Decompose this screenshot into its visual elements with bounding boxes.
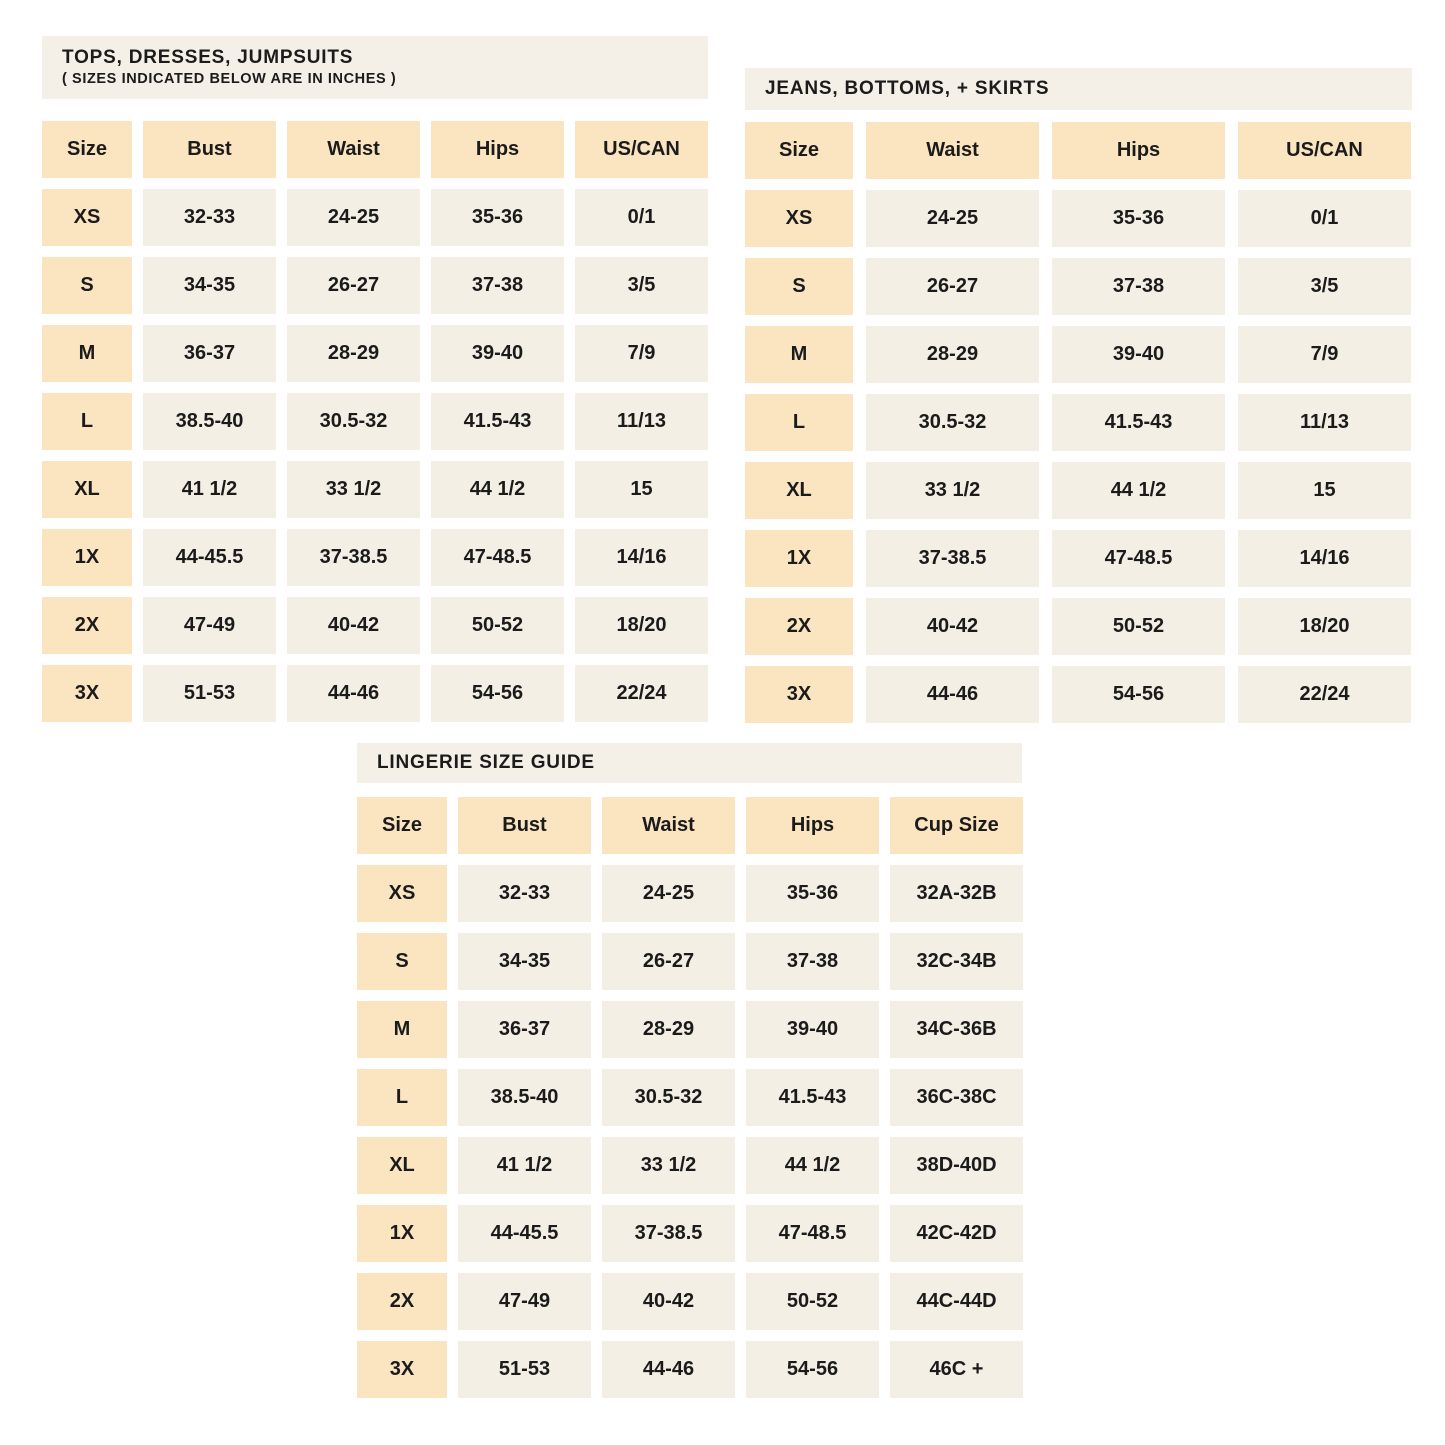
data-cell: 54-56 [1052,666,1225,723]
data-cell: 37-38 [1052,258,1225,315]
header-cell: Bust [458,797,591,854]
data-cell: 35-36 [746,865,879,922]
data-cell: 14/16 [575,529,708,586]
size-cell: 3X [42,665,132,722]
data-cell: 34-35 [143,257,276,314]
size-cell: L [745,394,853,451]
header-cell: Bust [143,121,276,178]
size-cell: XS [357,865,447,922]
table-title: TOPS, DRESSES, JUMPSUITS [62,47,354,69]
data-cell: 22/24 [575,665,708,722]
size-cell: 2X [42,597,132,654]
data-cell: 50-52 [431,597,564,654]
data-cell: 7/9 [575,325,708,382]
data-cell: 39-40 [431,325,564,382]
data-cell: 26-27 [866,258,1039,315]
tops-dresses-jumpsuits-table [42,36,708,722]
header-cell: Size [357,797,447,854]
data-cell: 24-25 [866,190,1039,247]
size-cell: L [357,1069,447,1126]
data-cell: 32A-32B [890,865,1023,922]
size-cell: XL [42,461,132,518]
data-cell: 54-56 [746,1341,879,1398]
size-cell: XL [357,1137,447,1194]
data-cell: 3/5 [575,257,708,314]
header-cell: US/CAN [1238,122,1411,179]
header-cell: Hips [1052,122,1225,179]
data-cell: 37-38 [746,933,879,990]
data-cell: 0/1 [575,189,708,246]
data-cell: 30.5-32 [287,393,420,450]
data-cell: 28-29 [866,326,1039,383]
size-grid [42,121,708,722]
size-cell: XS [42,189,132,246]
size-cell: 1X [357,1205,447,1262]
data-cell: 32-33 [458,865,591,922]
data-cell: 46C + [890,1341,1023,1398]
data-cell: 38.5-40 [458,1069,591,1126]
data-cell: 30.5-32 [866,394,1039,451]
header-cell: Hips [746,797,879,854]
size-cell: L [42,393,132,450]
data-cell: 0/1 [1238,190,1411,247]
data-cell: 39-40 [1052,326,1225,383]
data-cell: 33 1/2 [287,461,420,518]
size-cell: XL [745,462,853,519]
data-cell: 50-52 [746,1273,879,1330]
data-cell: 28-29 [287,325,420,382]
data-cell: 34C-36B [890,1001,1023,1058]
size-cell: 2X [745,598,853,655]
header-cell: Waist [866,122,1039,179]
data-cell: 37-38.5 [866,530,1039,587]
header-cell: Size [42,121,132,178]
data-cell: 37-38.5 [602,1205,735,1262]
data-cell: 15 [1238,462,1411,519]
table-banner [745,68,1412,110]
header-cell: Hips [431,121,564,178]
data-cell: 14/16 [1238,530,1411,587]
data-cell: 3/5 [1238,258,1411,315]
data-cell: 47-48.5 [746,1205,879,1262]
data-cell: 33 1/2 [866,462,1039,519]
data-cell: 54-56 [431,665,564,722]
size-cell: M [745,326,853,383]
data-cell: 42C-42D [890,1205,1023,1262]
data-cell: 51-53 [143,665,276,722]
data-cell: 24-25 [602,865,735,922]
lingerie-size-guide-table [357,743,1022,1398]
data-cell: 41.5-43 [431,393,564,450]
size-grid [745,122,1412,723]
data-cell: 35-36 [1052,190,1225,247]
data-cell: 11/13 [575,393,708,450]
data-cell: 41 1/2 [458,1137,591,1194]
data-cell: 47-49 [143,597,276,654]
data-cell: 44-46 [602,1341,735,1398]
data-cell: 30.5-32 [602,1069,735,1126]
data-cell: 26-27 [602,933,735,990]
data-cell: 51-53 [458,1341,591,1398]
data-cell: 32C-34B [890,933,1023,990]
table-banner [357,743,1022,783]
size-cell: S [42,257,132,314]
size-cell: 1X [745,530,853,587]
data-cell: 36-37 [143,325,276,382]
size-grid [357,797,1022,1398]
size-cell: 3X [357,1341,447,1398]
data-cell: 41.5-43 [1052,394,1225,451]
data-cell: 7/9 [1238,326,1411,383]
size-cell: 2X [357,1273,447,1330]
data-cell: 22/24 [1238,666,1411,723]
data-cell: 11/13 [1238,394,1411,451]
data-cell: 40-42 [866,598,1039,655]
data-cell: 44C-44D [890,1273,1023,1330]
data-cell: 36C-38C [890,1069,1023,1126]
data-cell: 44-46 [287,665,420,722]
data-cell: 18/20 [575,597,708,654]
table-banner [42,36,708,99]
data-cell: 44 1/2 [431,461,564,518]
jeans-bottoms-skirts-table [745,68,1412,723]
data-cell: 15 [575,461,708,518]
size-cell: M [42,325,132,382]
data-cell: 38D-40D [890,1137,1023,1194]
data-cell: 41 1/2 [143,461,276,518]
data-cell: 44 1/2 [746,1137,879,1194]
data-cell: 41.5-43 [746,1069,879,1126]
size-cell: S [357,933,447,990]
size-cell: XS [745,190,853,247]
size-cell: 1X [42,529,132,586]
data-cell: 47-48.5 [1052,530,1225,587]
data-cell: 26-27 [287,257,420,314]
size-cell: 3X [745,666,853,723]
data-cell: 47-48.5 [431,529,564,586]
data-cell: 18/20 [1238,598,1411,655]
data-cell: 39-40 [746,1001,879,1058]
data-cell: 35-36 [431,189,564,246]
data-cell: 44-46 [866,666,1039,723]
size-cell: S [745,258,853,315]
data-cell: 28-29 [602,1001,735,1058]
data-cell: 34-35 [458,933,591,990]
data-cell: 37-38.5 [287,529,420,586]
table-title: LINGERIE SIZE GUIDE [377,752,595,774]
data-cell: 44 1/2 [1052,462,1225,519]
header-cell: US/CAN [575,121,708,178]
data-cell: 44-45.5 [143,529,276,586]
data-cell: 33 1/2 [602,1137,735,1194]
header-cell: Waist [602,797,735,854]
size-cell: M [357,1001,447,1058]
data-cell: 38.5-40 [143,393,276,450]
data-cell: 47-49 [458,1273,591,1330]
data-cell: 36-37 [458,1001,591,1058]
data-cell: 37-38 [431,257,564,314]
table-subtitle: ( SIZES INDICATED BELOW ARE IN INCHES ) [62,70,397,87]
data-cell: 24-25 [287,189,420,246]
header-cell: Size [745,122,853,179]
data-cell: 50-52 [1052,598,1225,655]
header-cell: Waist [287,121,420,178]
table-title: JEANS, BOTTOMS, + SKIRTS [765,78,1050,100]
data-cell: 40-42 [602,1273,735,1330]
data-cell: 32-33 [143,189,276,246]
header-cell: Cup Size [890,797,1023,854]
data-cell: 40-42 [287,597,420,654]
data-cell: 44-45.5 [458,1205,591,1262]
